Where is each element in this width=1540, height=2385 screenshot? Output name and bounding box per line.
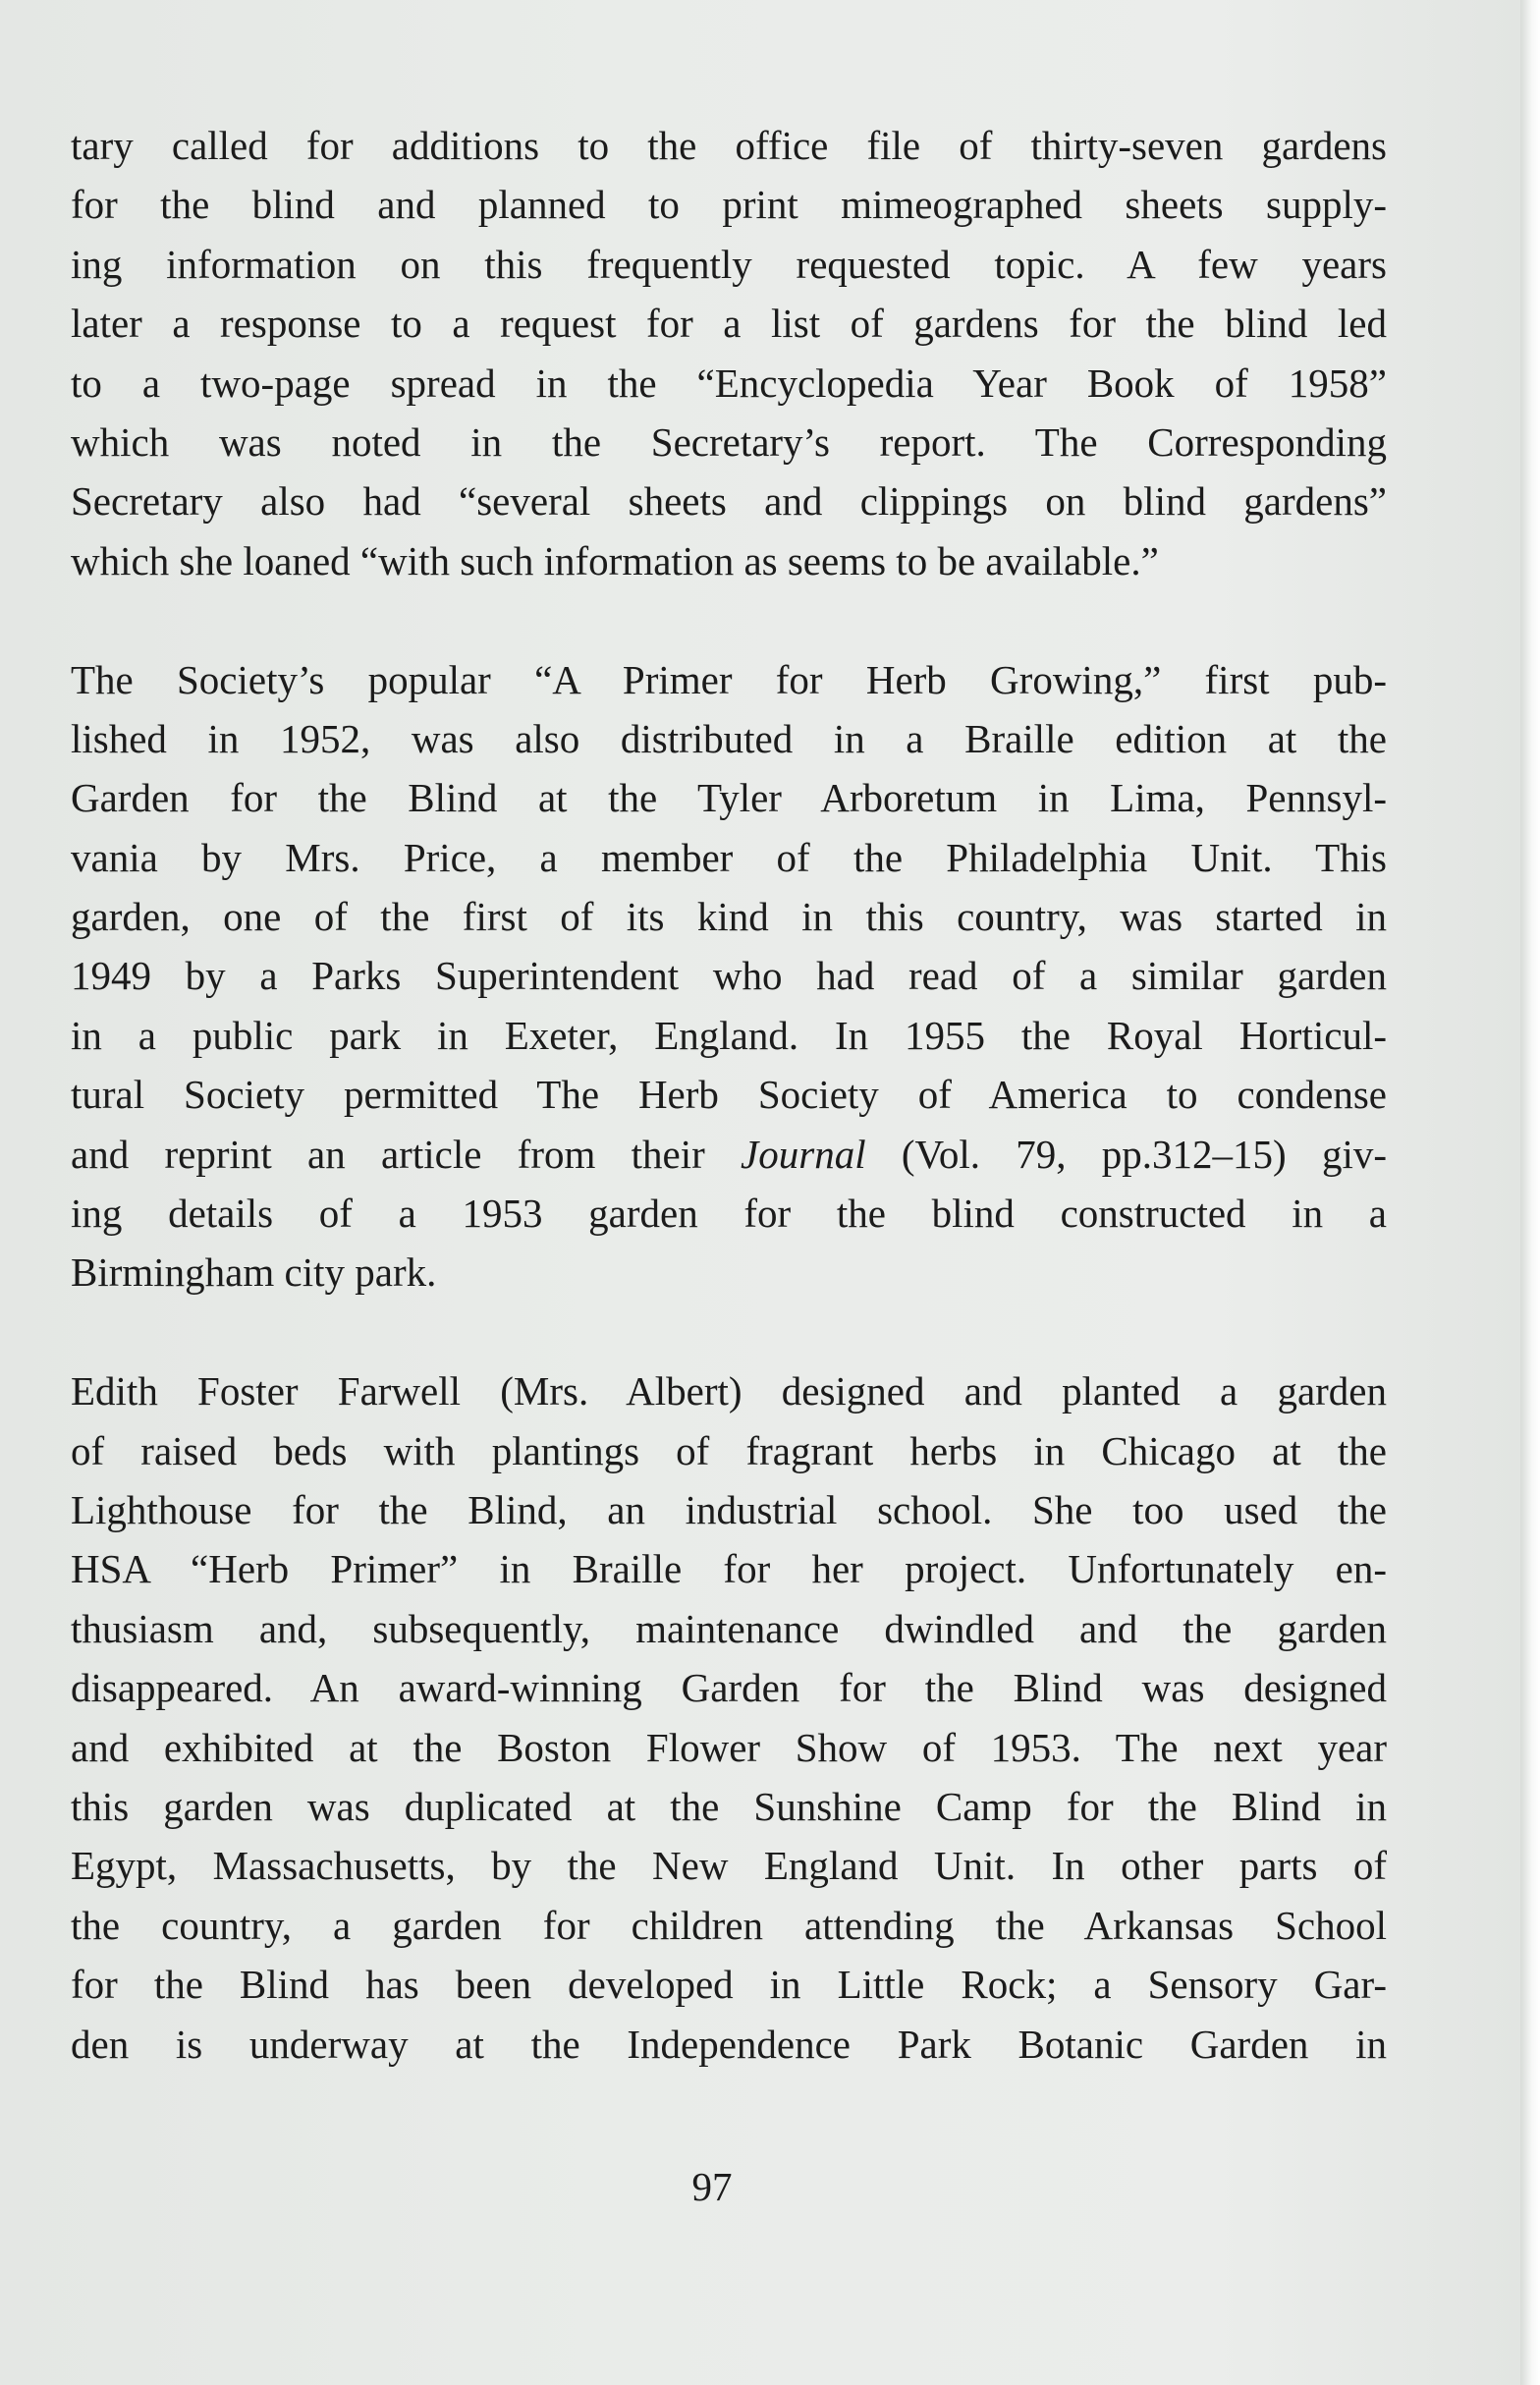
- paragraph-gap: [71, 1303, 1387, 1361]
- text-line: Garden for the Blind at the Tyler Arboretum in Lima, Pennsyl-: [71, 775, 1387, 821]
- text-line: Birmingham city park.: [71, 1249, 437, 1296]
- text-line: Lighthouse for the Blind, an industrial school. She too used the: [71, 1486, 1387, 1532]
- text-line: and reprint an article from their Journal (Vol. 79, pp.312–15) giv-: [71, 1131, 1387, 1177]
- text-line: thusiasm and, subsequently, maintenance dwindled and the garden: [71, 1605, 1387, 1651]
- body-text: [71, 116, 1387, 2074]
- text-line: HSA “Herb Primer” in Braille for her project. Unfortunately en-: [71, 1546, 1387, 1592]
- page-edge: [1520, 0, 1540, 2385]
- text-line: tural Society permitted The Herb Society of America to condense: [71, 1072, 1387, 1118]
- text-line: for the blind and planned to print mimeographed sheets supply-: [71, 182, 1387, 228]
- text-line: den is underway at the Independence Park Botanic Garden in: [71, 2021, 1387, 2067]
- page-number: 97: [691, 2164, 733, 2209]
- text-line: this garden was duplicated at the Sunshine Camp for the Blind in: [71, 1783, 1387, 1829]
- text-line: for the Blind has been developed in Little Rock; a Sensory Gar-: [71, 1962, 1387, 2008]
- text-line: which was noted in the Secretary’s report. The Corresponding: [71, 418, 1387, 465]
- text-line: lished in 1952, was also distributed in a Braille edition at the: [71, 715, 1387, 761]
- text-line: ing details of a 1953 garden for the blind constructed in a: [71, 1191, 1387, 1237]
- text-line: Edith Foster Farwell (Mrs. Albert) designed and planted a garden: [71, 1368, 1387, 1414]
- text-line: to a two-page spread in the “Encyclopedia Year Book of 1958”: [71, 360, 1387, 406]
- text-line: of raised beds with plantings of fragrant herbs in Chicago at the: [71, 1427, 1387, 1473]
- text-line: which she loaned “with such information as seems to be available.”: [71, 537, 1159, 583]
- text-line: Egypt, Massachusetts, by the New England Unit. In other parts of: [71, 1843, 1387, 1889]
- text-line: in a public park in Exeter, England. In 1955 the Royal Horticul-: [71, 1012, 1387, 1058]
- text-line: ing information on this frequently requested topic. A few years: [71, 241, 1387, 287]
- text-line: the country, a garden for children attending the Arkansas School: [71, 1902, 1387, 1948]
- text-line: 1949 by a Parks Superintendent who had read of a similar garden: [71, 953, 1387, 999]
- text-line: and exhibited at the Boston Flower Show of 1953. The next year: [71, 1724, 1387, 1770]
- paragraph-gap: [71, 590, 1387, 649]
- text-line: Secretary also had “several sheets and clippings on blind gardens”: [71, 478, 1387, 525]
- text-line: The Society’s popular “A Primer for Herb Growing,” first pub-: [71, 656, 1387, 702]
- text-line: garden, one of the first of its kind in this country, was started in: [71, 894, 1387, 940]
- text-line: vania by Mrs. Price, a member of the Philadelphia Unit. This: [71, 834, 1387, 880]
- text-line: disappeared. An award-winning Garden for the Blind was designed: [71, 1665, 1387, 1711]
- journal-title: Journal: [741, 1131, 866, 1177]
- text-line: later a response to a request for a list of gardens for the blind led: [71, 301, 1387, 347]
- text-line: tary called for additions to the office file of thirty-seven gardens: [71, 123, 1387, 168]
